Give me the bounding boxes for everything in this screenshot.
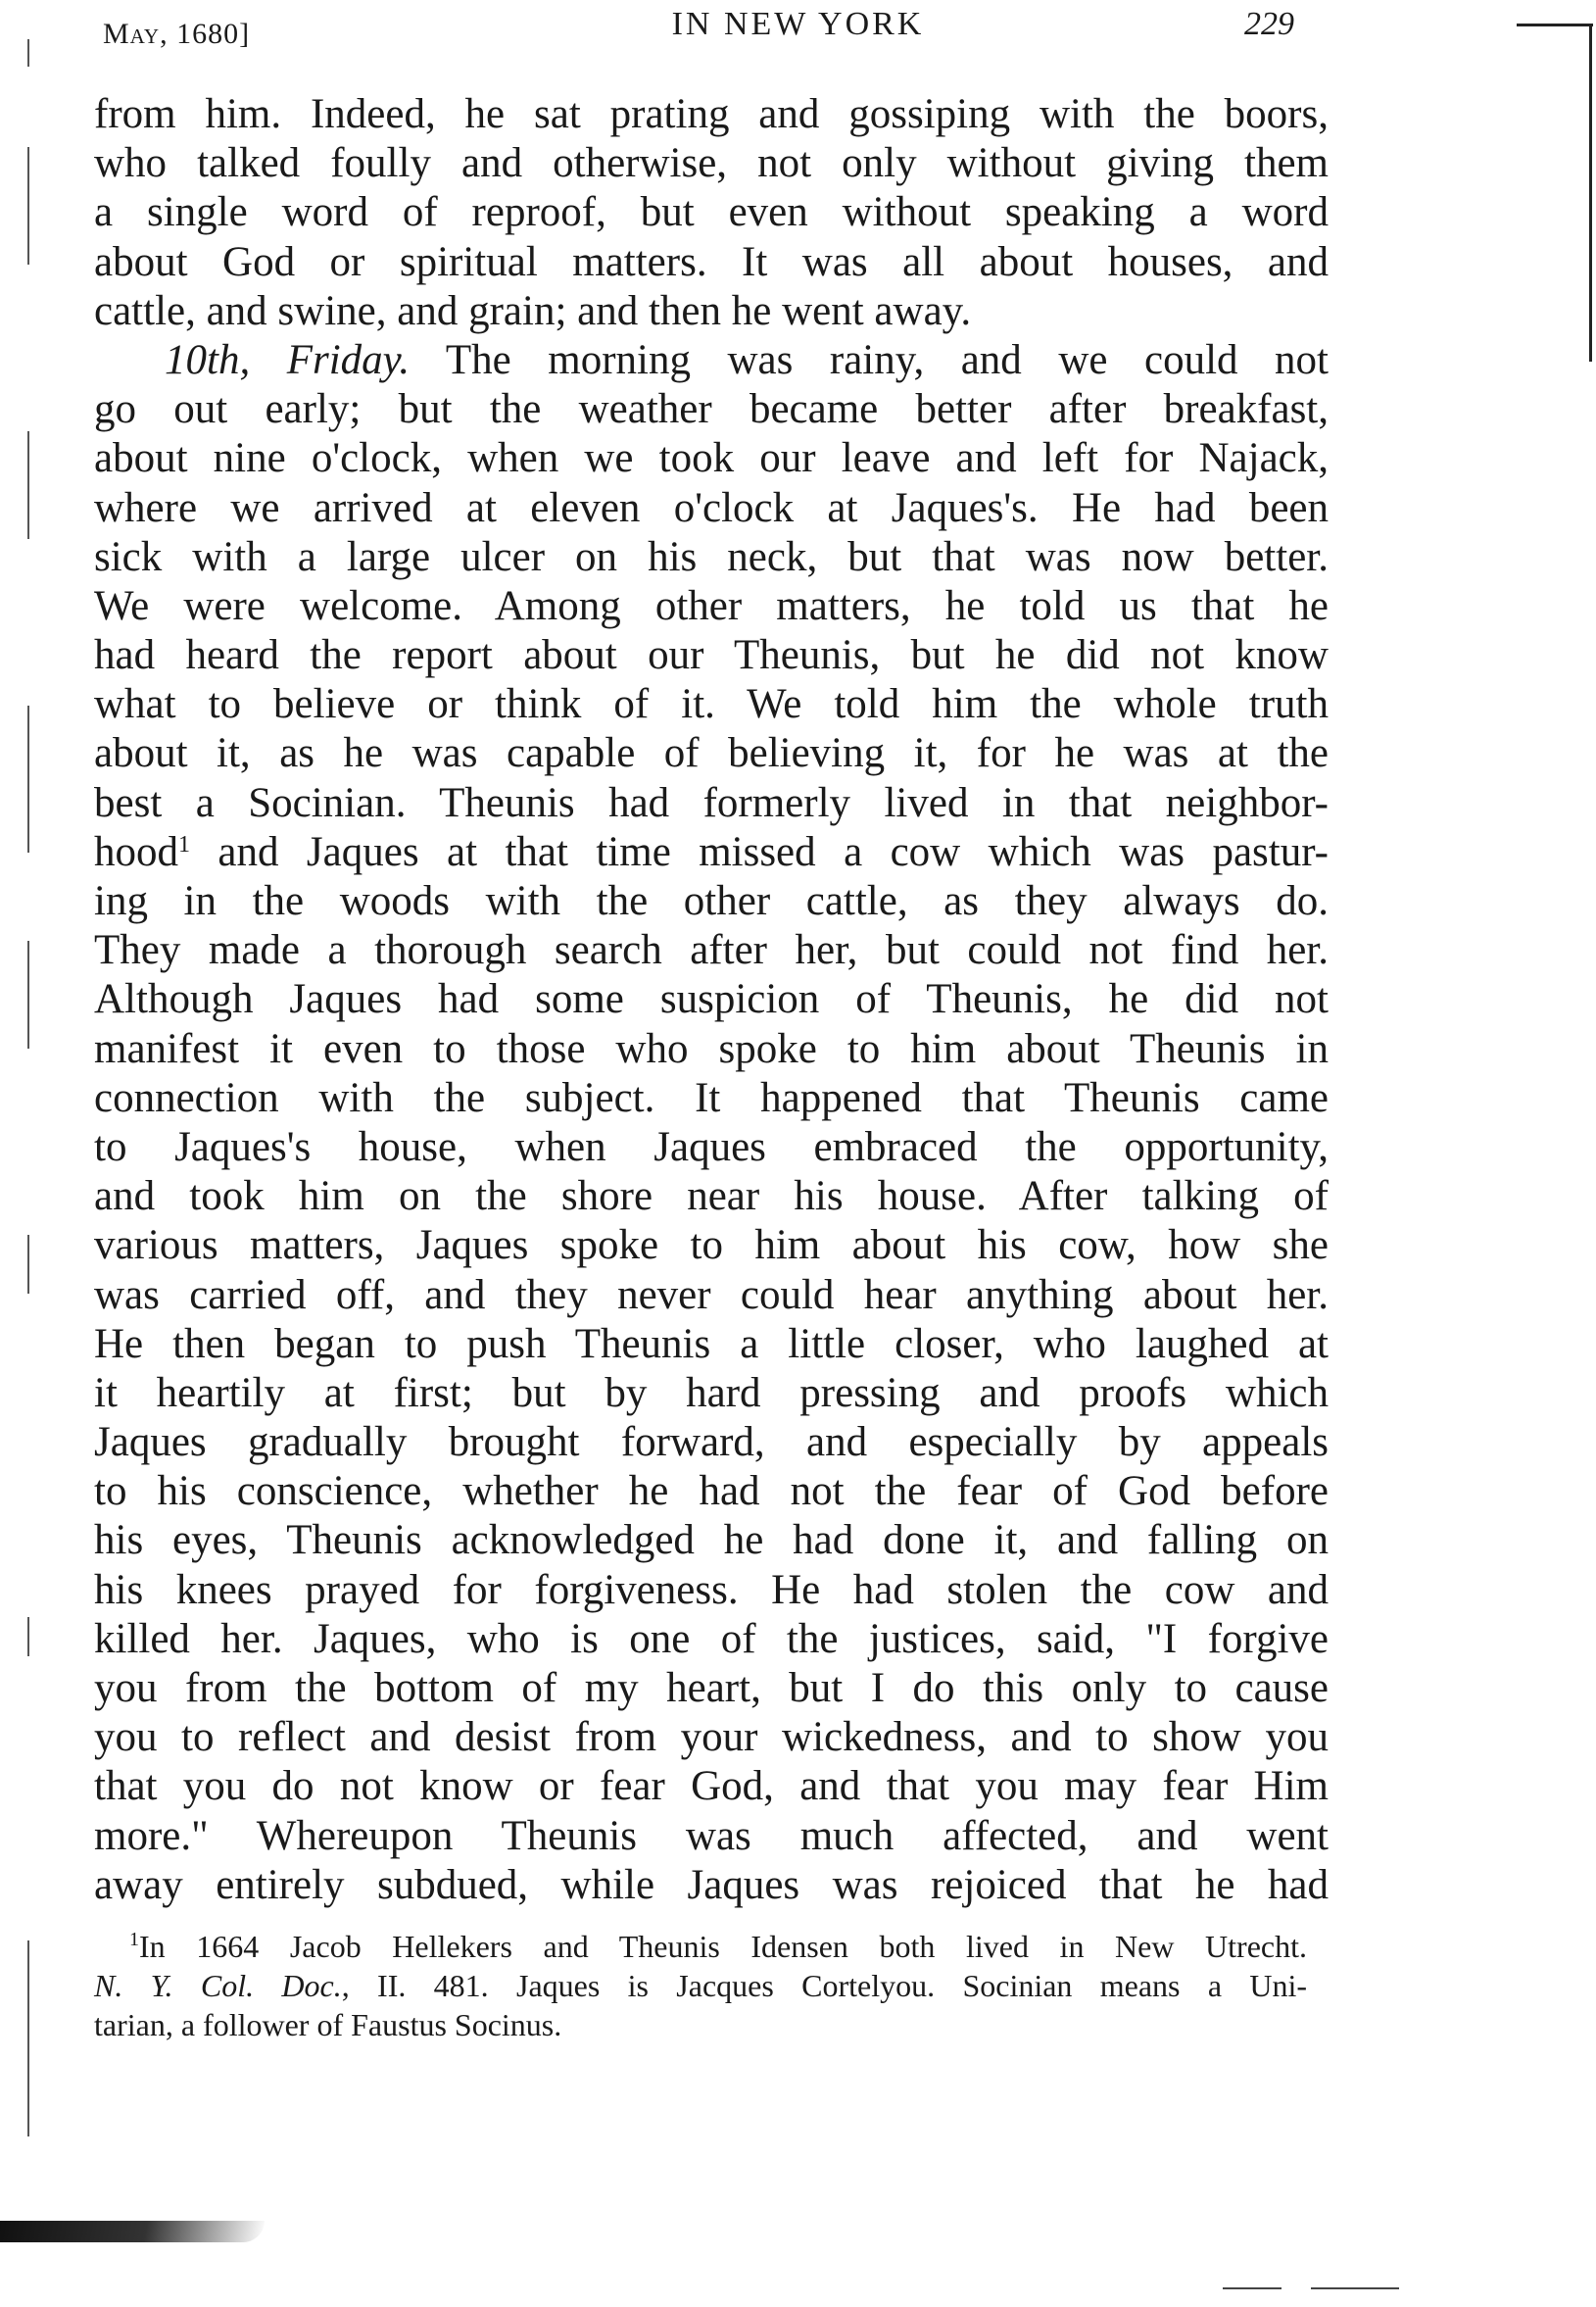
text-line: you from the bottom of my heart, but I do this only to cause bbox=[94, 1665, 1329, 1711]
text-line: go out early; but the weather became better after breakfast, bbox=[94, 386, 1329, 433]
text-line: sick with a large ulcer on his neck, but that was now better. bbox=[94, 533, 1329, 580]
footnote-text: In 1664 Jacob Hellekers and Theunis Idensen both lived in New Utrecht. bbox=[139, 1929, 1307, 1964]
footnote-text: , II. 481. Jaques is Jacques Cortelyou. Socinian means a Uni- bbox=[341, 1968, 1308, 2003]
text-line: to Jaques's house, when Jaques embraced the opportunity, bbox=[94, 1123, 1329, 1170]
text-line: away entirely subdued, while Jaques was rejoiced that he had bbox=[94, 1861, 1329, 1908]
footnote-line: tarian, a follower of Faustus Socinus. bbox=[94, 2007, 562, 2042]
margin-mark bbox=[27, 1235, 29, 1294]
margin-mark bbox=[27, 39, 29, 67]
text-line: about nine o'clock, when we took our leave and left for Najack, bbox=[94, 435, 1329, 482]
scan-bracket-mark bbox=[1517, 24, 1593, 26]
text-line: it heartily at first; but by hard pressing and proofs which bbox=[94, 1369, 1329, 1416]
text-line: Although Jaques had some suspicion of Theunis, he did not bbox=[94, 976, 1329, 1023]
text-line: They made a thorough search after her, but could not find her. bbox=[94, 927, 1329, 974]
margin-mark bbox=[27, 941, 29, 1049]
scan-edge-line bbox=[1311, 2287, 1399, 2289]
text-line-with-note bbox=[94, 828, 1329, 877]
margin-mark bbox=[27, 1940, 29, 2136]
text-line: a single word of reproof, but even without speaking a word bbox=[94, 189, 1329, 236]
running-head-title: IN NEW YORK bbox=[671, 6, 925, 42]
diary-date: 10th, Friday. bbox=[165, 336, 411, 383]
margin-mark bbox=[27, 431, 29, 539]
text-line: who talked foully and otherwise, not only without giving them bbox=[94, 140, 1329, 187]
footnote bbox=[94, 1927, 1307, 2044]
text-line: more." Whereupon Theunis was much affected, and went bbox=[94, 1812, 1329, 1859]
body-text bbox=[94, 90, 1329, 1910]
page-number: 229 bbox=[1244, 6, 1294, 42]
running-head-date: May, 1680] bbox=[103, 18, 251, 50]
text-line: what to believe or think of it. We told him the whole truth bbox=[94, 681, 1329, 728]
text-line: connection with the subject. It happened that Theunis came bbox=[94, 1074, 1329, 1121]
text-line: where we arrived at eleven o'clock at Jaques's. He had been bbox=[94, 484, 1329, 531]
text-line: his eyes, Theunis acknowledged he had done it, and falling on bbox=[94, 1517, 1329, 1564]
text-line: you to reflect and desist from your wickedness, and to show you bbox=[94, 1714, 1329, 1761]
text-line: various matters, Jaques spoke to him about his cow, how she bbox=[94, 1222, 1329, 1269]
scan-bracket-edge bbox=[1589, 24, 1592, 362]
footnote-marker: 1 bbox=[129, 1929, 139, 1950]
text-line: had heard the report about our Theunis, but he did not know bbox=[94, 632, 1329, 679]
text-line: killed her. Jaques, who is one of the justices, said, "I forgive bbox=[94, 1615, 1329, 1662]
text-line: manifest it even to those who spoke to him about Theunis in bbox=[94, 1025, 1329, 1072]
footnote-line bbox=[94, 1966, 1307, 2005]
text-line: We were welcome. Among other matters, he told us that he bbox=[94, 582, 1329, 629]
text-line: to his conscience, whether he had not the fear of God before bbox=[94, 1468, 1329, 1515]
scan-edge-line bbox=[1223, 2287, 1282, 2289]
text-line-rest: The morning was rainy, and we could not bbox=[410, 336, 1329, 383]
margin-mark bbox=[27, 1617, 29, 1656]
scan-shadow bbox=[0, 2221, 265, 2242]
text-line: about God or spiritual matters. It was all about houses, and bbox=[94, 238, 1329, 285]
source-citation: N. Y. Col. Doc. bbox=[94, 1968, 342, 2003]
footnote-line bbox=[94, 1927, 1307, 1966]
text-line: about it, as he was capable of believing it, for he was at the bbox=[94, 730, 1329, 777]
text-line: ing in the woods with the other cattle, as they always do. bbox=[94, 878, 1329, 924]
text-line: best a Socinian. Theunis had formerly lived in that neighbor- bbox=[94, 779, 1329, 826]
text-line: that you do not know or fear God, and that you may fear Him bbox=[94, 1763, 1329, 1810]
text-line: He then began to push Theunis a little closer, who laughed at bbox=[94, 1320, 1329, 1367]
text-fragment: hood bbox=[94, 828, 178, 875]
text-line: Jaques gradually brought forward, and especially by appeals bbox=[94, 1419, 1329, 1466]
margin-mark bbox=[27, 706, 29, 853]
text-line: his knees prayed for forgiveness. He had stolen the cow and bbox=[94, 1566, 1329, 1613]
text-line: and took him on the shore near his house. After talking of bbox=[94, 1173, 1329, 1220]
paragraph-start bbox=[94, 336, 1329, 385]
text-line: cattle, and swine, and grain; and then he went away. bbox=[94, 287, 972, 334]
margin-mark bbox=[27, 147, 29, 265]
text-line: was carried off, and they never could hear anything about her. bbox=[94, 1271, 1329, 1318]
text-line: from him. Indeed, he sat prating and gossiping with the boors, bbox=[94, 91, 1329, 137]
text-fragment: and Jaques at that time missed a cow which was pastur- bbox=[190, 828, 1329, 875]
footnote-reference: 1 bbox=[178, 831, 190, 858]
